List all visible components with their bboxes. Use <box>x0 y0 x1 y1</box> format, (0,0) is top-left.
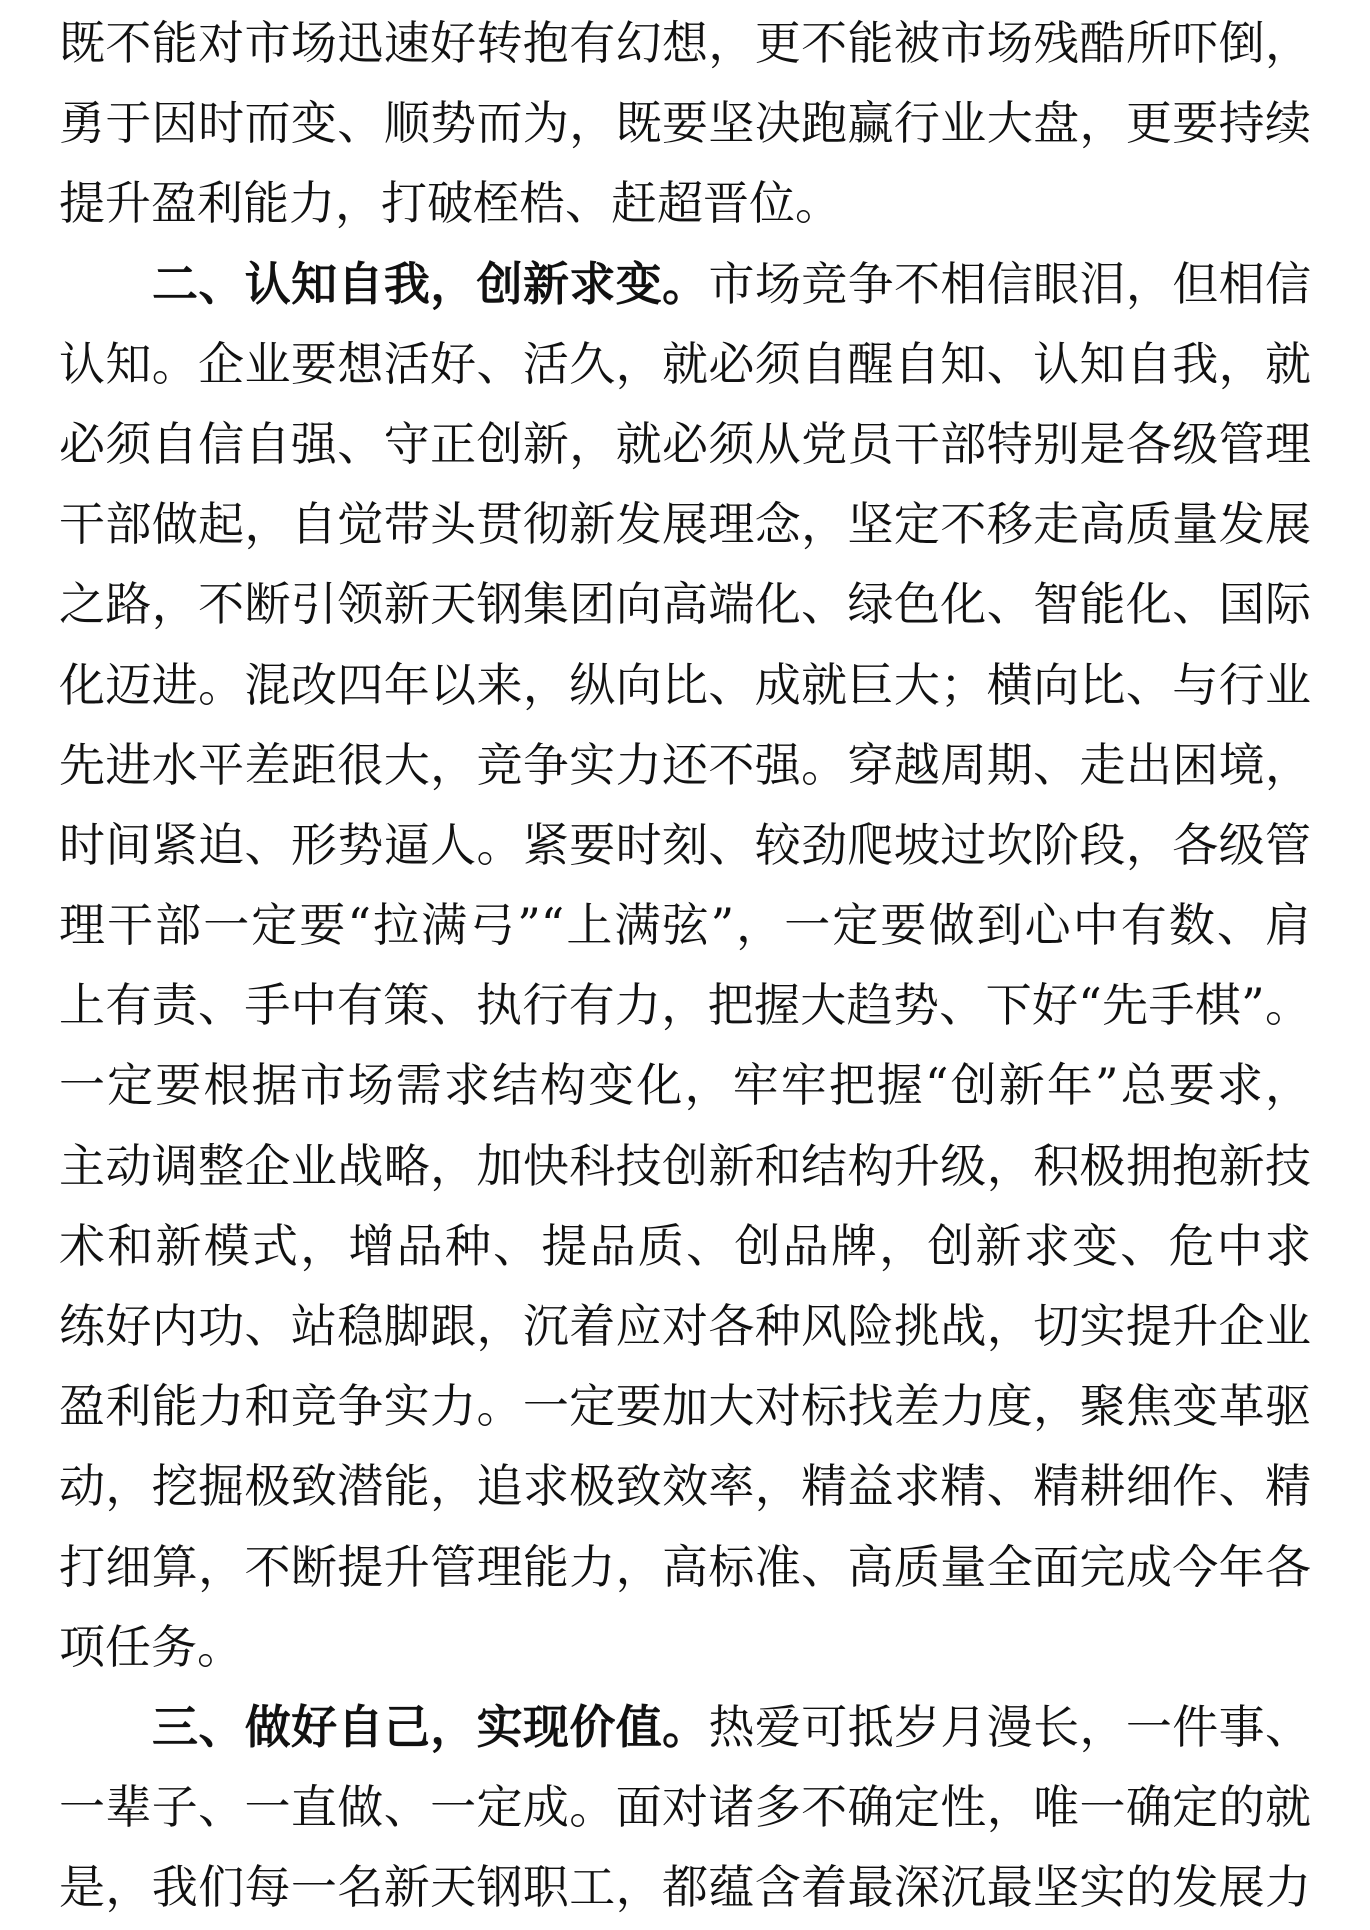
text-line: 项任务。 <box>59 1619 243 1674</box>
text-line: 必须自信自强、守正创新，就必须从党员干部特别是各级管理 <box>59 416 1311 471</box>
text-line-first <box>59 1687 1311 1767</box>
text-line: 时间紧迫、形势逼人。紧要时刻、较劲爬坡过坎阶段，各级管 <box>59 817 1311 872</box>
text-line: 术和新模式，增品种、提品质、创品牌，创新求变、危中求 <box>59 1218 1311 1273</box>
text-line: 上有责、手中有策、执行有力，把握大趋势、下好“先手棋”。 <box>59 978 1311 1033</box>
text-line: 练好内功、站稳脚跟，沉着应对各种风险挑战，切实提升企业 <box>59 1299 1311 1353</box>
text-line: 之路，不断引领新天钢集团向高端化、绿色化、智能化、国际 <box>59 577 1311 632</box>
section-heading-three: 三、做好自己，实现价值。 <box>152 1699 709 1754</box>
paragraph-section-three <box>59 1687 1311 1928</box>
text-line: 动，挖掘极致潜能，追求极致效率，精益求精、精耕细作、精 <box>59 1459 1311 1514</box>
text-line: 主动调整企业战略，加快科技创新和结构升级，积极拥抱新技 <box>59 1138 1311 1193</box>
paragraph-section-two <box>59 244 1311 1687</box>
text-line: 盈利能力和竞争实力。一定要加大对标找差力度，聚焦变革驱 <box>59 1379 1311 1434</box>
text-line-first <box>59 244 1311 324</box>
text-line: 一辈子、一直做、一定成。面对诸多不确定性，唯一确定的就 <box>59 1780 1311 1835</box>
text-line: 一定要根据市场需求结构变化，牢牢把握“创新年”总要求， <box>59 1058 1311 1113</box>
text-line: 打细算，不断提升管理能力，高标准、高质量全面完成今年各 <box>59 1539 1311 1594</box>
text-line: 提升盈利能力，打破桎梏、赶超晋位。 <box>59 176 841 231</box>
text-line: 理干部一定要“拉满弓”“上满弦”，一定要做到心中有数、肩 <box>59 898 1311 953</box>
text-line: 化迈进。混改四年以来，纵向比、成就巨大；横向比、与行业 <box>59 657 1311 712</box>
text-line: 是，我们每一名新天钢职工，都蕴含着最深沉最坚实的发展力 <box>59 1860 1311 1915</box>
text-line: 认知。企业要想活好、活久，就必须自醒自知、认知自我，就 <box>59 336 1311 391</box>
text-line: 先进水平差距很大，竞争实力还不强。穿越周期、走出困境， <box>59 737 1311 792</box>
text-line: 干部做起，自觉带头贯彻新发展理念，坚定不移走高质量发展 <box>59 497 1311 552</box>
text-line: 既不能对市场迅速好转抱有幻想，更不能被市场残酷所吓倒， <box>59 16 1311 70</box>
text-line: 勇于因时而变、顺势而为，既要坚决跑赢行业大盘，更要持续 <box>59 96 1311 151</box>
text-run: 市场竞争不相信眼泪，但相信 <box>708 256 1311 311</box>
paragraph-continuation <box>59 3 1311 244</box>
text-run: 热爱可抵岁月漫长，一件事、 <box>708 1699 1311 1754</box>
section-heading-two: 二、认知自我，创新求变。 <box>152 256 709 311</box>
